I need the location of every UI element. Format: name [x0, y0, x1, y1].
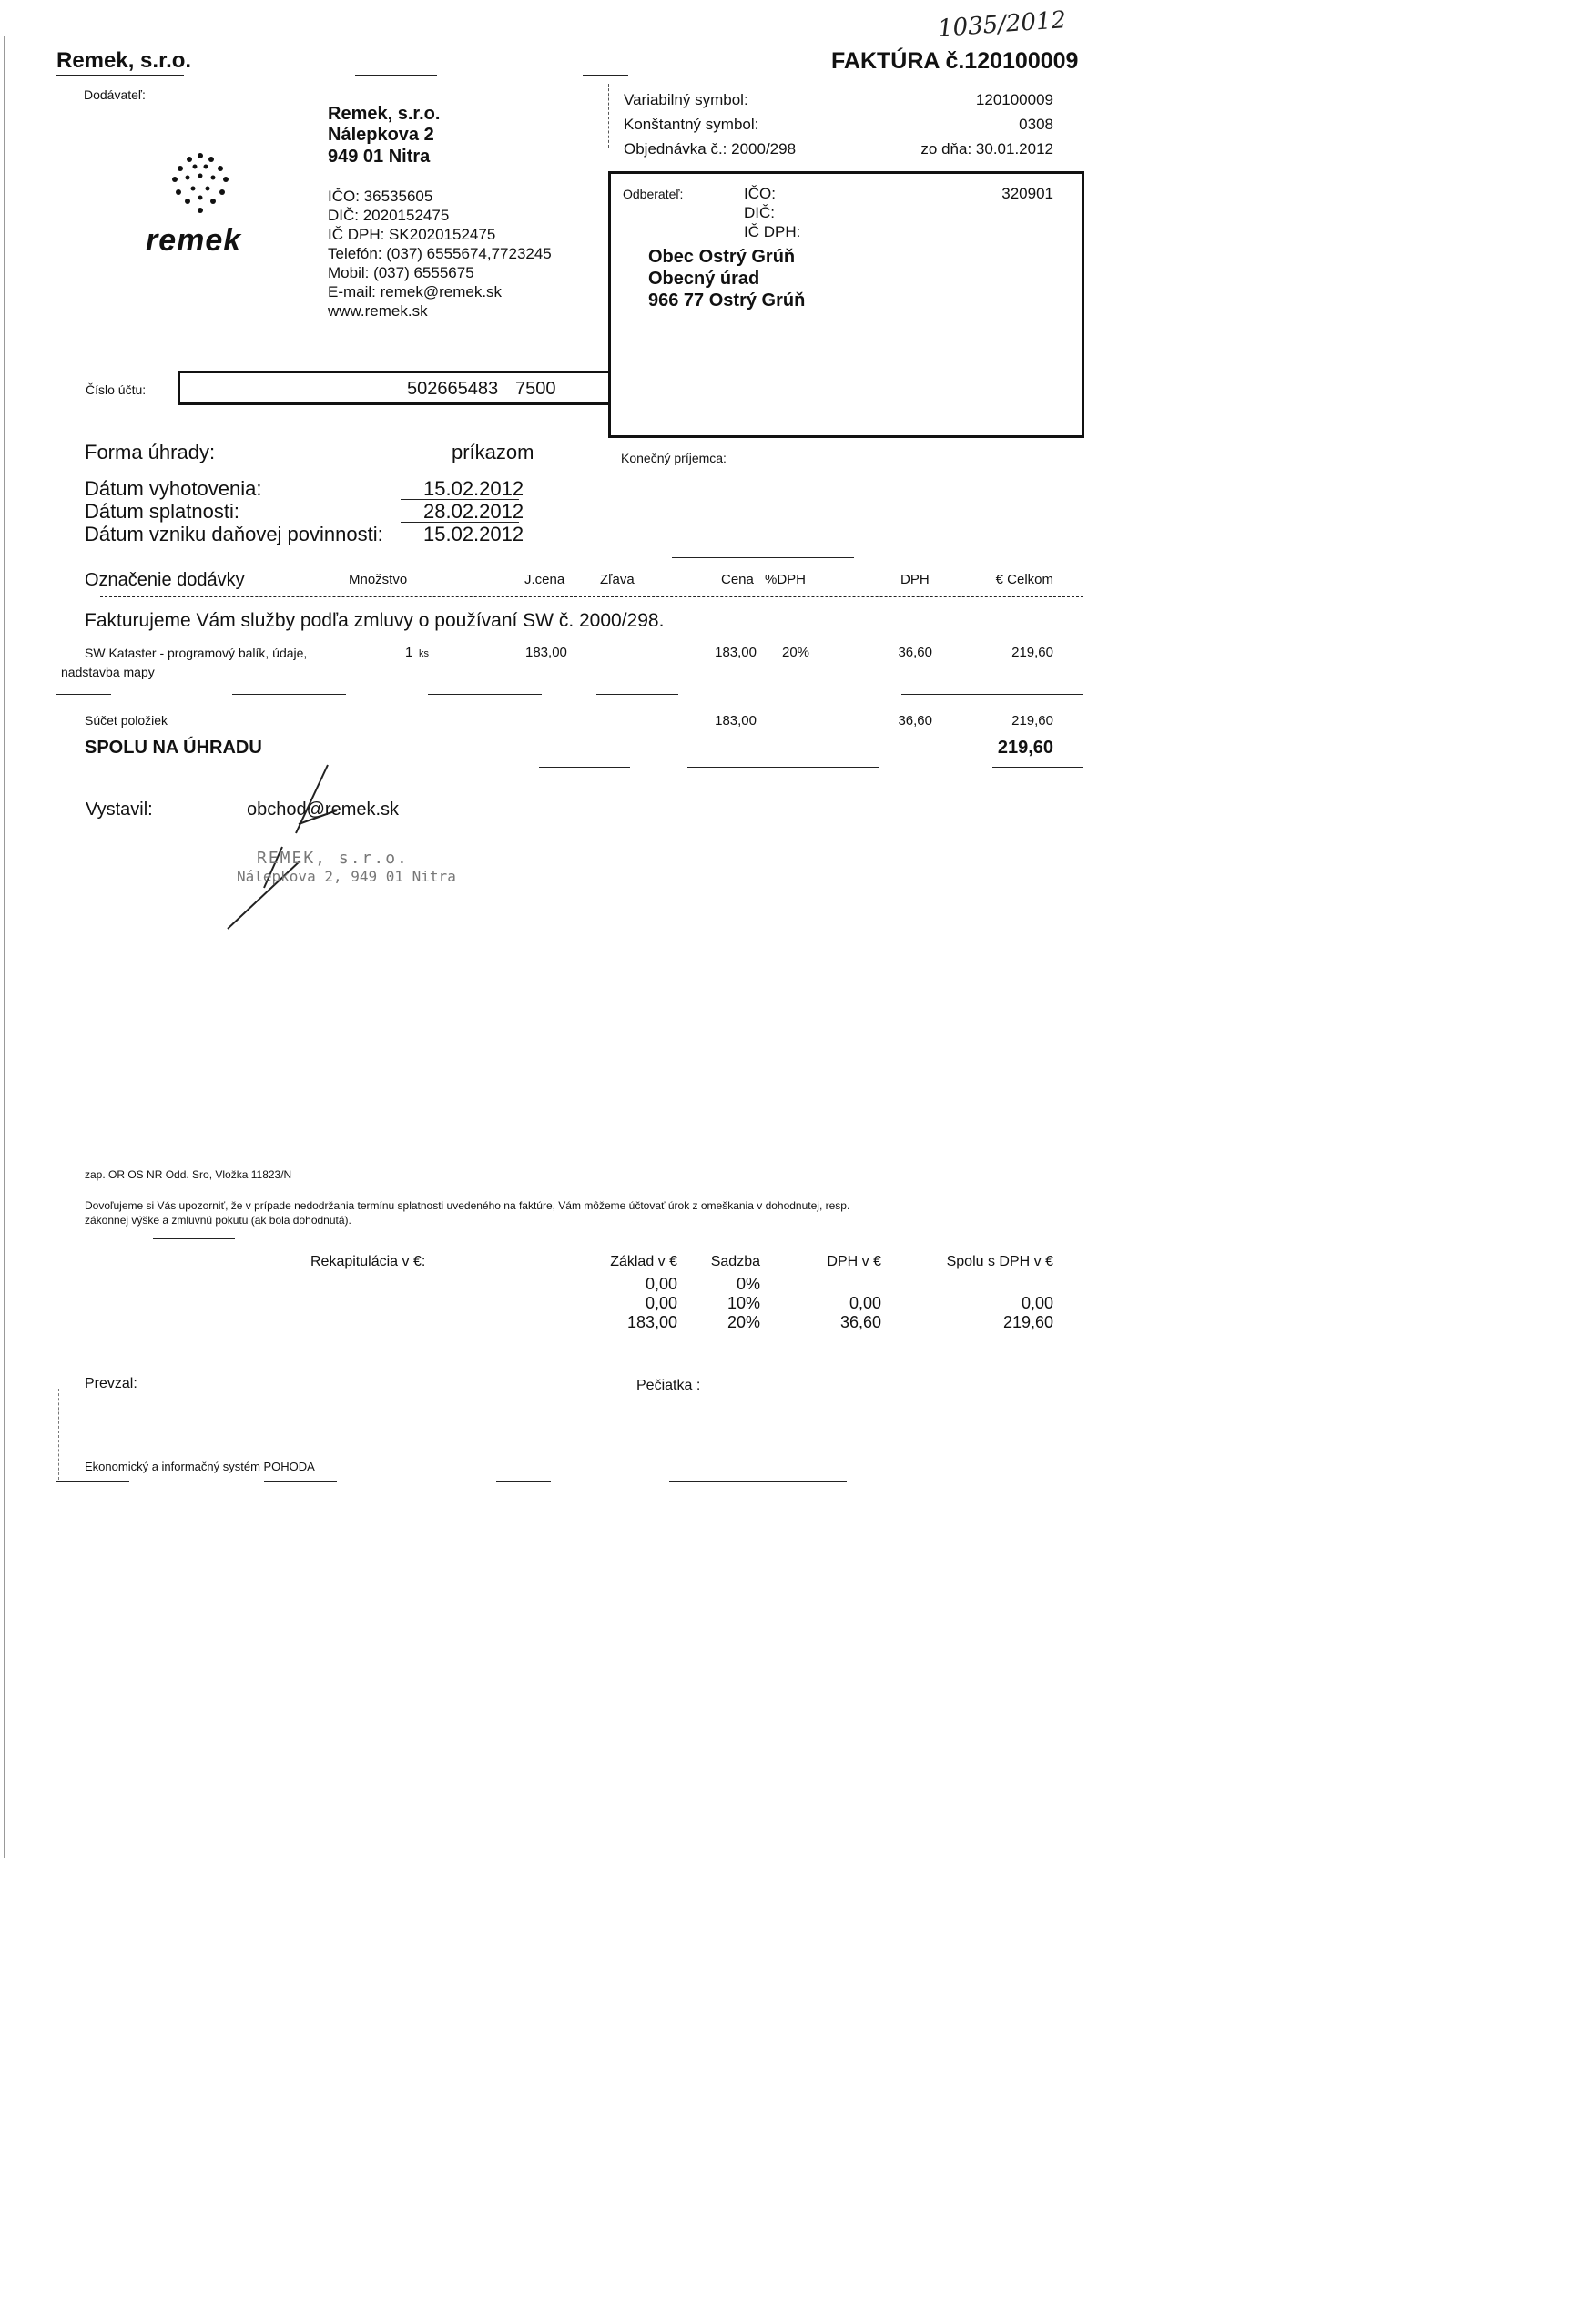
handwritten-reg-number: 1035/2012: [937, 6, 1067, 43]
payment-method-value: príkazom: [452, 441, 534, 463]
logo-wordmark: remek: [146, 223, 242, 258]
item-desc-line2: nadstavba mapy: [61, 665, 155, 679]
items-header-price: Cena: [721, 572, 754, 587]
item-unit: ks: [419, 648, 429, 659]
scan-edge-line: [4, 36, 5, 1858]
sum-price: 183,00: [715, 713, 757, 728]
supplier-ico: IČO: 36535605: [328, 188, 433, 205]
items-rule-3: [428, 694, 542, 695]
recap-header-vat: DPH v €: [827, 1254, 881, 1269]
totals-rule-2: [687, 767, 879, 768]
item-vat-rate: 20%: [782, 645, 810, 660]
tax-date-value: 15.02.2012: [423, 523, 524, 545]
item-qty: 1: [405, 645, 413, 660]
items-rule-2: [232, 694, 346, 695]
bottom-rule-4: [669, 1481, 847, 1482]
issued-email: obchod@remek.sk: [247, 799, 400, 820]
account-label: Číslo účtu:: [86, 382, 147, 397]
sign-area-edge: [58, 1389, 59, 1480]
received-label: Prevzal:: [85, 1376, 137, 1391]
recap-total: 0,00: [1021, 1294, 1053, 1312]
recap-base: 183,00: [626, 1313, 677, 1331]
supplier-name: Remek, s.r.o.: [328, 104, 441, 124]
recap-label: Rekapitulácia v €:: [310, 1254, 426, 1269]
supplier-icdph: IČ DPH: SK2020152475: [328, 226, 496, 243]
supplier-short-name: Remek, s.r.o.: [56, 48, 192, 73]
items-header-desc: Označenie dodávky: [85, 570, 245, 590]
totals-rule-3: [992, 767, 1083, 768]
items-rule-4: [596, 694, 678, 695]
stamp-line1: REMEK, s.r.o.: [257, 849, 409, 868]
variable-symbol-value: 120100009: [975, 91, 1053, 108]
recap-header-base: Základ v €: [610, 1254, 677, 1269]
dates-underline-2: [401, 522, 519, 523]
items-rule-5: [901, 694, 1083, 695]
supplier-label: Dodávateľ:: [84, 87, 146, 102]
customer-name: Obec Ostrý Grúň: [648, 247, 796, 267]
issued-label: Vystavil:: [86, 799, 153, 820]
recap-total: 219,60: [1002, 1313, 1053, 1331]
item-desc-line1: SW Kataster - programový balík, údaje,: [85, 646, 308, 660]
symbols-divider: [608, 84, 609, 148]
supplier-phone: Telefón: (037) 6555674,7723245: [328, 245, 552, 262]
customer-ico-value: 320901: [1001, 185, 1053, 202]
bottom-rule-2: [264, 1481, 337, 1482]
constant-symbol-value: 0308: [1019, 116, 1053, 133]
customer-icdph-label: IČ DPH:: [744, 223, 801, 240]
order-number: Objednávka č.: 2000/298: [624, 140, 797, 158]
items-header-rule-bottom: [100, 596, 1083, 597]
notice-rule: [153, 1238, 235, 1239]
recap-base: 0,00: [645, 1294, 677, 1312]
items-header-total: € Celkom: [995, 572, 1053, 587]
intro-text: Fakturujeme Vám služby podľa zmluvy o používaní SW č. 2000/298.: [85, 610, 665, 631]
items-header-vat: DPH: [900, 572, 930, 587]
dates-underline-1: [401, 499, 519, 500]
sum-total: 219,60: [1011, 713, 1053, 728]
account-number: 502665483: [407, 379, 499, 399]
variable-symbol-label: Variabilný symbol:: [624, 91, 748, 108]
header-dash-2: [583, 75, 628, 76]
issue-date-value: 15.02.2012: [423, 477, 524, 500]
recap-rate: 10%: [727, 1294, 760, 1312]
item-total: 219,60: [1011, 645, 1053, 660]
due-date-label: Dátum splatnosti:: [85, 500, 239, 523]
payment-method-label: Forma úhrady:: [85, 441, 216, 463]
recap-header-total: Spolu s DPH v €: [946, 1254, 1053, 1269]
item-vat: 36,60: [898, 645, 932, 660]
constant-symbol-label: Konštantný symbol:: [624, 116, 759, 133]
stamp-line2: Nálepkova 2, 949 01 Nitra: [237, 868, 456, 885]
customer-label: Odberateľ:: [623, 187, 684, 201]
account-bank-code: 7500: [515, 379, 556, 399]
recap-header-rate: Sadzba: [710, 1254, 760, 1269]
registry-text: zap. OR OS NR Odd. Sro, Vložka 11823/N: [85, 1168, 292, 1181]
recap-vat: 36,60: [839, 1313, 881, 1331]
header-rule-left: [56, 75, 184, 76]
final-recipient-label: Konečný príjemca:: [621, 451, 727, 465]
item-unit-price: 183,00: [525, 645, 567, 660]
items-header-vat-rate: %DPH: [765, 572, 807, 587]
remek-logo: [146, 148, 246, 262]
items-header-discount: Zľava: [600, 572, 635, 587]
items-header-rule-top: [672, 557, 854, 558]
logo-dots-icon: [155, 148, 246, 221]
item-price: 183,00: [715, 645, 757, 660]
customer-ico-label: IČO:: [744, 185, 776, 202]
signature-icon: [209, 760, 391, 933]
supplier-city: 949 01 Nitra: [328, 147, 431, 167]
sum-label: Súčet položiek: [85, 713, 168, 728]
pay-total-value: 219,60: [997, 738, 1053, 758]
recap-vat: 0,00: [849, 1294, 881, 1312]
invoice-title: FAKTÚRA č.120100009: [831, 48, 1079, 74]
issue-date-label: Dátum vyhotovenia:: [85, 477, 262, 500]
bottom-rule-3: [496, 1481, 551, 1482]
supplier-mobile: Mobil: (037) 6555675: [328, 264, 474, 281]
items-rule-1: [56, 694, 111, 695]
recap-base: 0,00: [645, 1275, 677, 1293]
sum-vat: 36,60: [898, 713, 932, 728]
notice-line1: Dovoľujeme si Vás upozorniť, že v prípade nedodržania termínu splatnosti uvedeného na faktúre, Vám môžeme účtovať úrok z omeškania v dohodnutej, resp.: [85, 1199, 850, 1212]
recap-rate: 20%: [727, 1313, 760, 1331]
bottom-rule-1: [56, 1481, 129, 1482]
recap-rate: 0%: [736, 1275, 760, 1293]
supplier-dic: DIČ: 2020152475: [328, 207, 450, 224]
customer-office: Obecný úrad: [648, 269, 760, 289]
tax-date-label: Dátum vzniku daňovej povinnosti:: [85, 523, 383, 545]
notice-line2: zákonnej výške a zmluvnú pokutu (ak bola dohodnutá).: [85, 1214, 351, 1227]
totals-rule-1: [539, 767, 630, 768]
items-header-qty: Množstvo: [349, 572, 408, 587]
customer-dic-label: DIČ:: [744, 204, 775, 221]
supplier-email: E-mail: remek@remek.sk: [328, 283, 503, 300]
header-dash-1: [355, 75, 437, 76]
supplier-street: Nálepkova 2: [328, 125, 434, 145]
stamp-label: Pečiatka :: [636, 1378, 701, 1393]
customer-city: 966 77 Ostrý Grúň: [648, 290, 806, 311]
pay-total-label: SPOLU NA ÚHRADU: [85, 738, 262, 758]
items-header-unit-price: J.cena: [524, 572, 565, 587]
due-date-value: 28.02.2012: [423, 500, 524, 523]
order-date: zo dňa: 30.01.2012: [920, 140, 1053, 158]
software-name: Ekonomický a informačný systém POHODA: [85, 1460, 315, 1473]
supplier-web: www.remek.sk: [328, 302, 428, 320]
